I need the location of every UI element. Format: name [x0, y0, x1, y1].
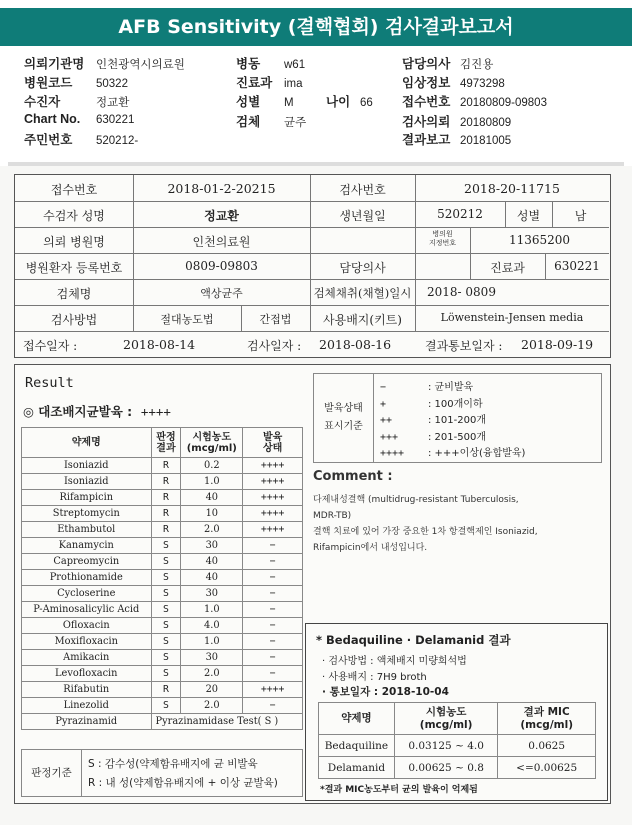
receipt-no-value: 2018-01-2-20215: [167, 181, 276, 196]
drug-name: Ethambutol: [22, 522, 152, 538]
bdq-title: * Bedaquiline · Delamanid 결과: [316, 633, 511, 647]
drug-name: Prothionamide: [22, 570, 152, 586]
grading-desc: : 균비발육: [428, 382, 474, 393]
drug-header: 약제명: [22, 428, 152, 458]
drug-conc: 40: [181, 554, 243, 570]
dept-value: ima: [284, 78, 303, 90]
drug-conc: 2.0: [181, 666, 243, 682]
dept-label: 진료과: [236, 76, 273, 90]
dept-form-label: 진료과: [490, 261, 525, 275]
drug-name: Kanamycin: [22, 538, 152, 554]
grading-row: [380, 428, 600, 445]
table-row: [22, 506, 303, 522]
drug-growth: −: [243, 586, 303, 602]
table-row: [22, 682, 303, 698]
rrn-label: 주민번호: [24, 133, 73, 147]
grading-row: [380, 395, 600, 412]
receipt-value: 20180809-09803: [460, 97, 547, 109]
drug-growth: −: [243, 634, 303, 650]
drug-growth: −: [243, 650, 303, 666]
drug-conc: 2.0: [181, 698, 243, 714]
table-row: [319, 757, 596, 779]
bedaquiline-delamanid-box: [305, 623, 608, 801]
drug-judgement: S: [151, 570, 181, 586]
result-title: Result: [25, 375, 74, 391]
comment-box: [313, 469, 602, 556]
chart-value: 630221: [96, 114, 135, 126]
medium-value: Löwenstein-Jensen media: [440, 311, 584, 324]
drug-conc: 2.0: [181, 522, 243, 538]
conc-header: 시험농도 (mcg/ml): [181, 428, 243, 458]
specimen-name-value: 액상균주: [200, 287, 243, 300]
hospital-designation-value: 11365200: [508, 233, 571, 247]
drug-growth: ++++: [243, 490, 303, 506]
collection-date-label: 검체채취(채혈)일시: [313, 286, 412, 300]
mic-result: 0.0625: [498, 735, 596, 757]
pza-method: Pyrazinamidase Test( S ): [151, 714, 302, 730]
drug-conc: 1.0: [181, 602, 243, 618]
table-row: [22, 570, 303, 586]
age-label: 나이: [326, 95, 351, 109]
criteria-label: 판정기준: [22, 750, 82, 796]
hospital-designation-label: 병의원 지정번호: [428, 230, 457, 247]
drug-judgement: S: [151, 554, 181, 570]
drug-name: Amikacin: [22, 650, 152, 666]
grading-mark: ++++: [380, 448, 405, 459]
drug-judgement: S: [151, 634, 181, 650]
method-value-b: 간접법: [259, 313, 292, 326]
drug-conc: 20: [181, 682, 243, 698]
comment-line-4: Rifampicin에서 내성입니다.: [313, 543, 428, 553]
receipt-date-value: 2018-08-14: [123, 337, 196, 352]
drug-judgement: R: [151, 506, 181, 522]
chart-label: Chart No.: [24, 112, 81, 126]
criteria-s: S : 감수성(약제함유배지에 균 비발육: [88, 758, 258, 770]
clinical-label: 임상정보: [402, 76, 451, 90]
ward-label: 병동: [236, 57, 261, 71]
bdq-note: *결과 MIC농도부터 균의 발육이 억제됨: [320, 785, 478, 795]
drug-growth: −: [243, 554, 303, 570]
test-date-value: 2018-08-16: [319, 337, 392, 352]
hospital-code-label: 병원코드: [24, 76, 73, 90]
doctor-value: 김진용: [460, 59, 494, 71]
drug-name: Linezolid: [22, 698, 152, 714]
drug-conc: 30: [181, 538, 243, 554]
drug-name: Isoniazid: [22, 474, 152, 490]
result-section: [14, 364, 611, 804]
mic-result-header: 결과 MIC (mcg/ml): [498, 703, 596, 735]
institution-value: 인천광역시의료원: [96, 59, 185, 71]
criteria-box: [21, 749, 303, 797]
drug-growth: ++++: [243, 474, 303, 490]
test-date-label: 검사일자 :: [247, 339, 302, 353]
comment-line-2: MDR-TB): [313, 511, 352, 521]
drug-judgement: S: [151, 538, 181, 554]
sex-form-value: 남: [574, 209, 587, 223]
hospital-name-label: 의뢰 병원명: [43, 235, 105, 249]
drug-name: P-Aminosalicylic Acid: [22, 602, 152, 618]
sex-label: 성별: [236, 95, 261, 109]
table-row: [22, 586, 303, 602]
sex-value: M: [284, 97, 294, 109]
mic-result: <=0.00625: [498, 757, 596, 779]
drug-conc: 30: [181, 650, 243, 666]
birthdate-value: 520212: [437, 207, 483, 221]
rrn-value: 520212-: [96, 135, 139, 147]
mic-table: [318, 702, 596, 779]
drug-judgement: R: [151, 490, 181, 506]
growth-header: 발육 상태: [243, 428, 303, 458]
judgement-header: 판정 결과: [151, 428, 181, 458]
drug-name: Levofloxacin: [22, 666, 152, 682]
drug-growth: ++++: [243, 458, 303, 474]
grading-desc: : 100개이하: [428, 398, 483, 410]
grading-desc: : 101-200개: [428, 415, 486, 426]
table-row: [22, 602, 303, 618]
bdq-medium: · 사용배지 : 7H9 broth: [322, 672, 427, 683]
grading-mark: ++: [380, 415, 393, 426]
report-banner: AFB Sensitivity (결핵협회) 검사결과보고서: [0, 8, 632, 46]
table-row: [319, 735, 596, 757]
method-value-a: 절대농도법: [160, 313, 214, 326]
drug-name: Ofloxacin: [22, 618, 152, 634]
drug-sensitivity-table: [21, 427, 303, 730]
test-no-label: 검사번호: [339, 183, 386, 197]
grading-mark: −: [380, 382, 387, 393]
pza-name: Pyrazinamid: [22, 714, 152, 730]
report-value: 20181005: [460, 135, 512, 147]
criteria-r: R : 내 성(약제함유배지에 + 이상 균발육): [88, 777, 278, 789]
bdq-method: · 검사방법 : 액체배지 미량희석법: [322, 656, 467, 667]
table-row: [22, 650, 303, 666]
drug-growth: ++++: [243, 682, 303, 698]
grading-row: [380, 444, 600, 461]
receipt-no-label: 접수번호: [50, 183, 98, 197]
mic-conc: 0.03125 ~ 4.0: [394, 735, 497, 757]
table-row: [22, 698, 303, 714]
mic-drug: Bedaquiline: [319, 735, 395, 757]
drug-growth: −: [243, 538, 303, 554]
receipt-label: 접수번호: [402, 95, 451, 109]
notify-date-label: 결과통보일자 :: [425, 339, 503, 353]
drug-judgement: S: [151, 698, 181, 714]
doctor-label: 담당의사: [402, 57, 451, 71]
grading-desc: : 201-500개: [428, 431, 486, 443]
table-row: [22, 666, 303, 682]
drug-growth: −: [243, 666, 303, 682]
specimen-name-label: 검체명: [56, 287, 92, 301]
drug-judgement: S: [151, 618, 181, 634]
drug-name: Cycloserine: [22, 586, 152, 602]
table-row: [22, 554, 303, 570]
drug-conc: 4.0: [181, 618, 243, 634]
mic-drug-header: 약제명: [319, 703, 395, 735]
examinee-label: 수검자 성명: [43, 209, 105, 223]
test-no-value: 2018-20-11715: [464, 181, 560, 196]
drug-judgement: S: [151, 650, 181, 666]
collection-date-value: 2018- 0809: [427, 285, 496, 299]
drug-name: Capreomycin: [22, 554, 152, 570]
drug-growth: −: [243, 698, 303, 714]
drug-growth: −: [243, 602, 303, 618]
request-value: 20180809: [460, 117, 512, 129]
specimen-value: 균주: [284, 117, 307, 129]
drug-judgement: S: [151, 586, 181, 602]
drug-conc: 30: [181, 586, 243, 602]
growth-grading-box: [313, 373, 602, 463]
mic-conc-header: 시험농도 (mcg/ml): [394, 703, 497, 735]
drug-conc: 1.0: [181, 474, 243, 490]
mic-conc: 0.00625 ~ 0.8: [394, 757, 497, 779]
grading-mark: +: [380, 398, 387, 410]
age-value: 66: [360, 97, 373, 109]
drug-judgement: R: [151, 522, 181, 538]
patient-reg-label: 병원환자 등록번호: [25, 261, 123, 275]
table-row: [22, 522, 303, 538]
drug-growth: ++++: [243, 506, 303, 522]
registration-form: [14, 174, 611, 358]
drug-conc: 1.0: [181, 634, 243, 650]
clinical-value: 4973298: [460, 78, 505, 90]
grading-mark: +++: [380, 431, 399, 443]
drug-growth: −: [243, 570, 303, 586]
request-label: 검사의뢰: [402, 115, 451, 129]
table-row: [22, 490, 303, 506]
patient-reg-value: 0809-09803: [185, 259, 258, 273]
comment-line-1: 다제내성결핵 (multidrug-resistant Tuberculosis,: [313, 495, 519, 505]
grading-row: [380, 378, 600, 395]
drug-conc: 40: [181, 490, 243, 506]
hospital-code-value: 50322: [96, 78, 128, 90]
grading-label: 발육상태 표시기준: [314, 374, 374, 462]
patient-label: 수진자: [24, 95, 61, 109]
drug-growth: ++++: [243, 522, 303, 538]
table-row: [22, 634, 303, 650]
table-row: [22, 474, 303, 490]
medium-label: 사용배지(키트): [323, 313, 402, 327]
drug-name: Moxifloxacin: [22, 634, 152, 650]
drug-growth: −: [243, 618, 303, 634]
control-growth: ◎ 대조배지균발육 : ++++: [23, 404, 171, 419]
drug-name: Isoniazid: [22, 458, 152, 474]
comment-title: Comment :: [313, 469, 393, 484]
notify-date-value: 2018-09-19: [521, 337, 594, 352]
bdq-notify: · 통보일자 : 2018-10-04: [322, 686, 449, 698]
grading-row: [380, 411, 600, 428]
table-row: [22, 618, 303, 634]
method-label: 검사방법: [50, 313, 98, 327]
mic-drug: Delamanid: [319, 757, 395, 779]
drug-conc: 10: [181, 506, 243, 522]
table-row: [22, 538, 303, 554]
doctor-form-label: 담당의사: [339, 261, 386, 275]
comment-line-3: 결핵 치료에 있어 가장 중요한 1차 항결핵제인 Isoniazid,: [313, 527, 538, 537]
report-label: 결과보고: [402, 133, 451, 147]
sex-form-label: 성별: [516, 209, 541, 223]
drug-conc: 40: [181, 570, 243, 586]
table-row: [22, 458, 303, 474]
examinee-value: 정교환: [204, 209, 239, 223]
drug-judgement: R: [151, 682, 181, 698]
hospital-name-value: 인천의료원: [192, 235, 251, 249]
drug-judgement: R: [151, 474, 181, 490]
grading-desc: : +++이상(융합발육): [428, 448, 526, 459]
drug-name: Rifabutin: [22, 682, 152, 698]
birthdate-label: 생년월일: [339, 209, 386, 223]
drug-conc: 0.2: [181, 458, 243, 474]
drug-name: Streptomycin: [22, 506, 152, 522]
drug-judgement: S: [151, 666, 181, 682]
drug-name: Rifampicin: [22, 490, 152, 506]
drug-judgement: S: [151, 602, 181, 618]
receipt-date-label: 접수일자 :: [23, 339, 78, 353]
institution-label: 의뢰기관명: [24, 57, 85, 71]
ward-value: w61: [284, 59, 306, 71]
drug-judgement: R: [151, 458, 181, 474]
specimen-label: 검체: [236, 115, 261, 129]
patient-value: 정교환: [96, 97, 130, 109]
dept-form-value: 630221: [554, 259, 600, 273]
